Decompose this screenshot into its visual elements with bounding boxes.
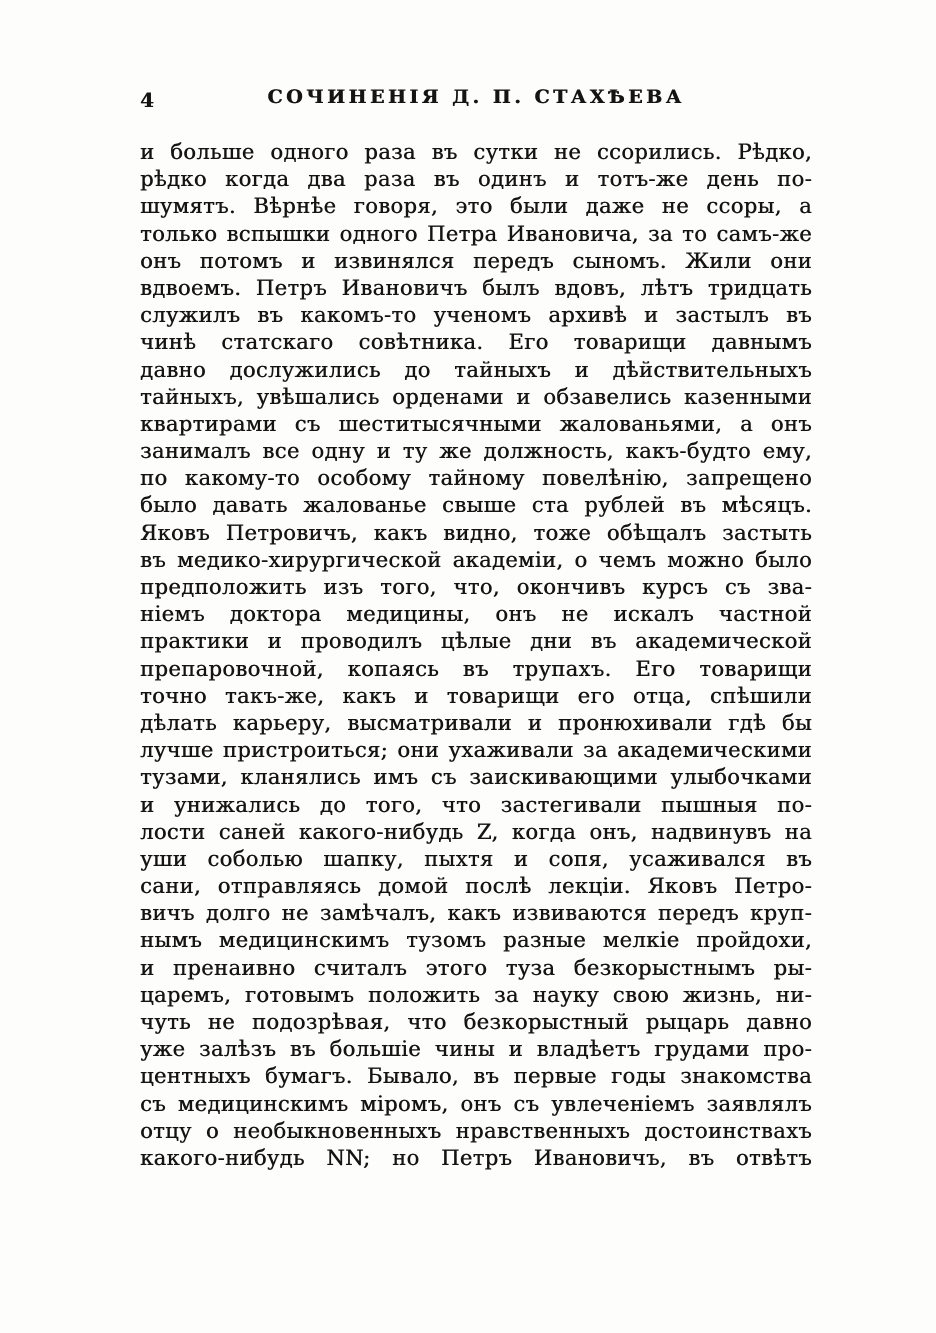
text-line: чуть не подозрѣвая, что безкорыстный рыцарь давно	[140, 1010, 812, 1034]
text-line: нымъ медицинскимъ тузомъ разные мелкіе пройдохи,	[140, 928, 812, 953]
text-line: ніемъ доктора медицины, онъ не искалъ частной	[140, 602, 812, 627]
text-line: занималъ все одну и ту же должность, какъ-будто ему,	[140, 439, 812, 464]
text-line: уши соболью шапку, пыхтя и сопя, усаживался въ	[140, 846, 812, 871]
text-line: тузами, кланялись имъ съ заискивающими улыбочками	[140, 765, 812, 790]
text-line: давно дослужились до тайныхъ и дѣйствительныхъ	[140, 357, 812, 382]
running-head	[140, 86, 812, 116]
text-line: шумятъ. Вѣрнѣе говоря, это были даже не ссоры, а	[140, 194, 812, 219]
text-line: вдвоемъ. Петръ Ивановичъ былъ вдовъ, лѣтъ тридцать	[140, 275, 812, 300]
text-line: центныхъ бумагъ. Бывало, въ первые годы знакомства	[140, 1064, 812, 1089]
text-line: тайныхъ, увѣшались орденами и обзавелись казенными	[140, 384, 812, 409]
text-line: лости саней какого-нибудь Z, когда онъ, надвинувъ на	[140, 819, 812, 844]
text-line: вичъ долго не замѣчалъ, какъ извиваются передъ круп-	[140, 901, 812, 926]
text-line: уже залѣзъ въ большіе чины и владѣетъ грудами про-	[140, 1037, 812, 1062]
text-line: практики и проводилъ цѣлые дни въ академической	[140, 629, 812, 654]
text-line: царемъ, готовымъ положить за науку свою жизнь, ни-	[140, 982, 812, 1007]
text-line: предположить изъ того, что, окончивъ курсъ съ зва-	[140, 575, 812, 599]
text-line: сани, отправляясь домой послѣ лекціи. Яковъ Петро-	[140, 874, 812, 899]
text-line: съ медицинскимъ міромъ, онъ съ увлеченіемъ заявлялъ	[140, 1091, 812, 1116]
text-line: Яковъ Петровичъ, какъ видно, тоже обѣщалъ застыть	[140, 520, 812, 545]
text-line: служилъ въ какомъ-то ученомъ архивѣ и застылъ въ	[140, 303, 812, 328]
text-line: и пренаивно считалъ этого туза безкорыстнымъ ры-	[140, 955, 812, 980]
text-line: какого-нибудь NN; но Петръ Ивановичъ, въ отвѣтъ	[140, 1145, 812, 1170]
text-line: точно такъ-же, какъ и товарищи его отца, спѣшили	[140, 683, 812, 708]
text-line: по какому-то особому тайному повелѣнію, запрещено	[140, 466, 812, 491]
running-title: СОЧИНЕНІЯ Д. П. СТАХѢЕВА	[267, 86, 685, 108]
page-number: 4	[140, 88, 154, 112]
text-line: лучше пристроиться; они ухаживали за академическими	[140, 738, 812, 763]
text-line: только вспышки одного Петра Ивановича, за то самъ-же	[140, 221, 812, 246]
text-line: и унижались до того, что застегивали пышныя по-	[140, 792, 812, 817]
text-line: и больше одного раза въ сутки не ссорились. Рѣдко,	[140, 140, 812, 164]
text-line: было давать жалованье свыше ста рублей въ мѣсяцъ.	[140, 493, 812, 518]
text-line: рѣдко когда два раза въ одинъ и тотъ-же день по-	[140, 167, 812, 192]
text-line: квартирами съ шеститысячными жалованьями, а онъ	[140, 411, 812, 436]
text-line: въ медико-хирургической академіи, о чемъ можно было	[140, 547, 812, 572]
text-line: препаровочной, копаясь въ трупахъ. Его товарищи	[140, 656, 812, 681]
text-line: чинѣ статскаго совѣтника. Его товарищи давнымъ	[140, 330, 812, 355]
body-text	[140, 139, 812, 1172]
text-line: онъ потомъ и извинялся передъ сыномъ. Жили они	[140, 248, 812, 273]
text-line: дѣлать карьеру, высматривали и пронюхивали гдѣ бы	[140, 710, 812, 735]
text-line: отцу о необыкновенныхъ нравственныхъ достоинствахъ	[140, 1118, 812, 1143]
